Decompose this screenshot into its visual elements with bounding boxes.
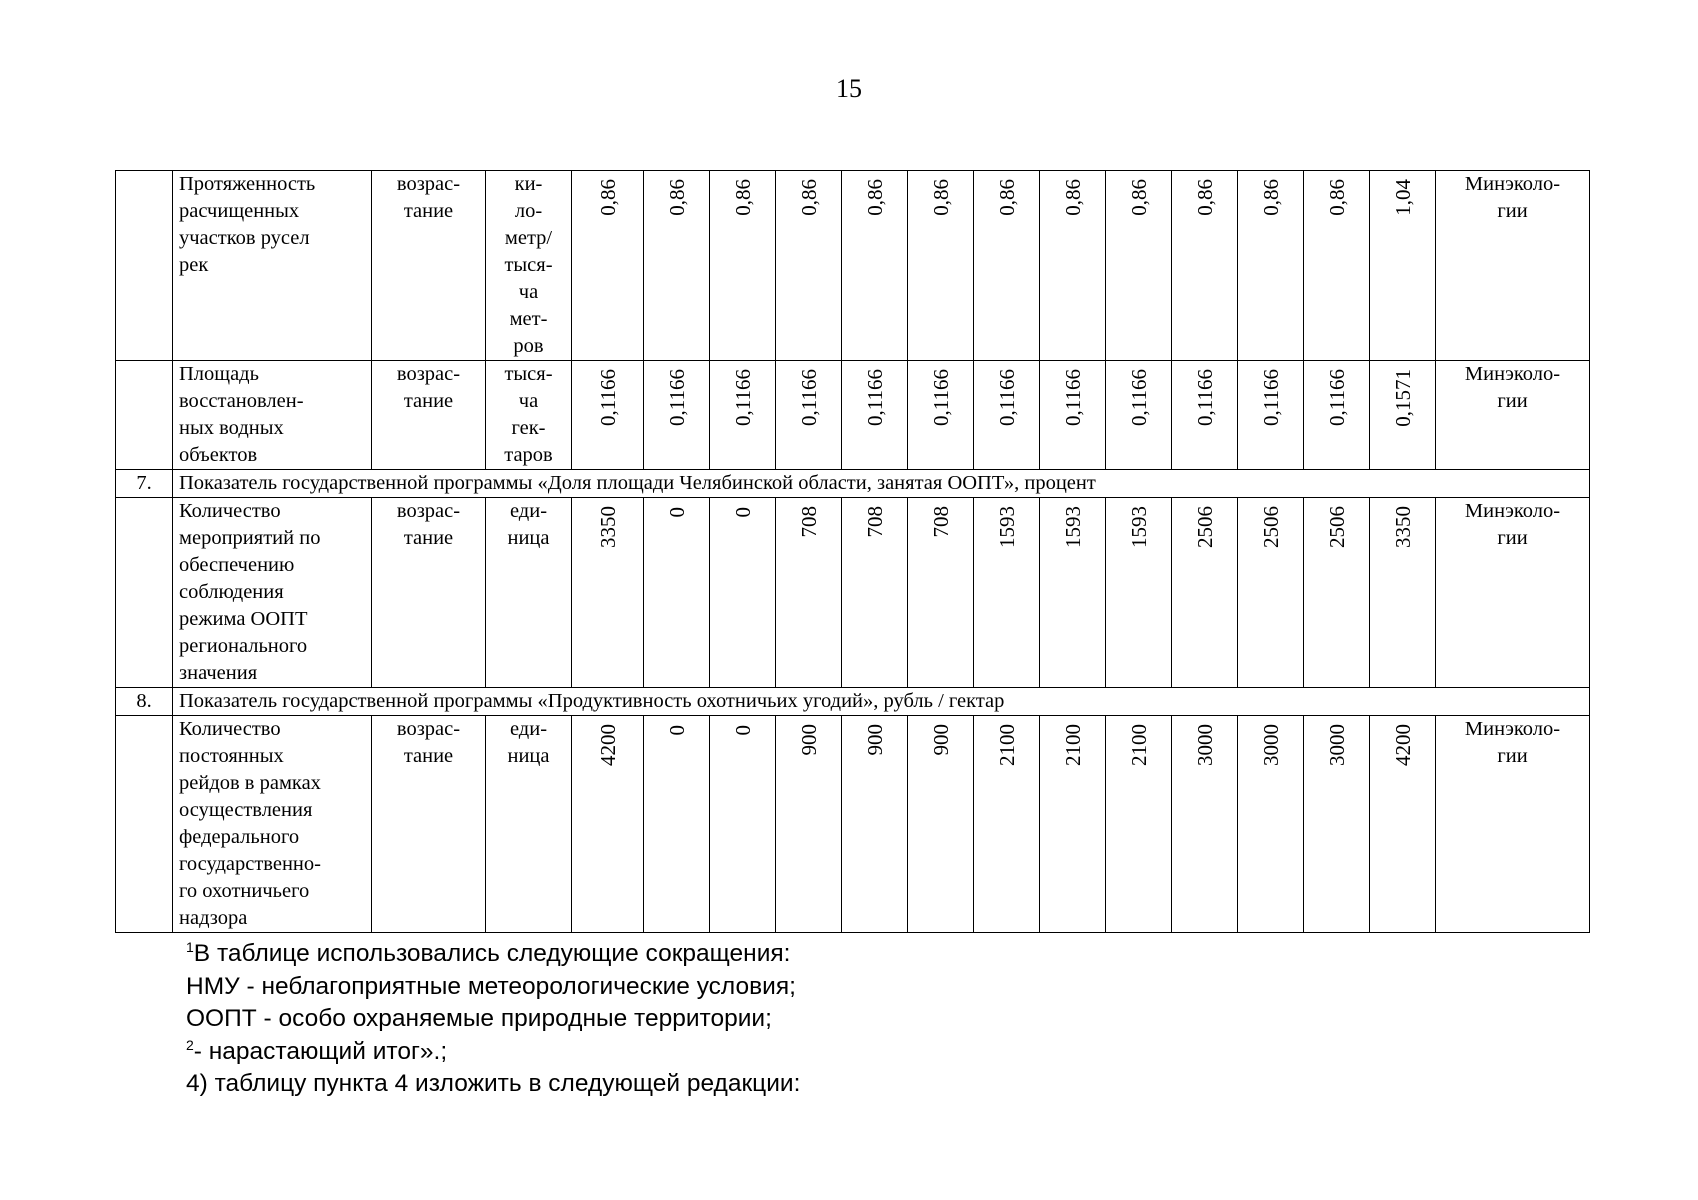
value-text: 900 [862, 724, 887, 756]
trend-direction-line: тание [403, 390, 454, 412]
row-number [116, 361, 173, 470]
value-text: 1593 [994, 506, 1019, 548]
footnotes [186, 938, 800, 1101]
indicator-name-line: федерального [179, 826, 300, 848]
value-text: 708 [862, 506, 887, 538]
value-cell [710, 171, 776, 361]
indicator-name-line: участков русел [179, 227, 310, 249]
indicator-name-line: обеспечению [179, 554, 295, 576]
value-cell [572, 716, 644, 933]
unit-of-measure-line: таров [504, 444, 553, 466]
value-text: 2100 [1060, 724, 1085, 766]
value-text: 0,86 [730, 179, 755, 216]
unit-of-measure-line: ров [513, 335, 544, 357]
abbreviation-oopt: ООПТ - особо охраняемые природные территории; [186, 1005, 772, 1032]
value-text: 708 [928, 506, 953, 538]
section-title: Показатель государственной программы «Продуктивность охотничьих угодий», рубль / гектар [173, 688, 1590, 716]
responsible-agency [1436, 498, 1590, 688]
responsible-agency-line: гии [1497, 527, 1528, 549]
trend-direction-line: возрас- [396, 718, 461, 740]
section-row [116, 688, 1590, 716]
value-cell [710, 716, 776, 933]
value-cell [1172, 171, 1238, 361]
unit-of-measure-line: метр/ [504, 227, 553, 249]
responsible-agency-line: Минэколо- [1464, 718, 1561, 740]
value-cell [974, 361, 1040, 470]
section-row [116, 470, 1590, 498]
indicator-name-line: соблюдения [179, 581, 284, 603]
indicator-name-line: Количество [179, 718, 281, 740]
value-text: 0,1166 [595, 369, 620, 426]
value-cell [776, 171, 842, 361]
trend-direction [372, 361, 486, 470]
value-text: 4200 [595, 724, 620, 766]
value-cell [572, 498, 644, 688]
value-cell [1238, 716, 1304, 933]
indicator-name-line: значения [179, 662, 258, 684]
value-text: 0,1166 [1258, 369, 1283, 426]
value-cell [1040, 361, 1106, 470]
trend-direction-line: тание [403, 745, 454, 767]
footnote-1-marker: 1 [186, 939, 194, 955]
value-cell [710, 361, 776, 470]
value-text: 0,86 [595, 179, 620, 216]
table-body [116, 171, 1590, 933]
footnote-1-text: В таблице использовались следующие сокращения: [193, 940, 791, 967]
responsible-agency [1436, 361, 1590, 470]
value-cell [974, 171, 1040, 361]
value-text: 0,1166 [994, 369, 1019, 426]
value-cell [1106, 171, 1172, 361]
unit-of-measure-line: тыся- [504, 363, 553, 385]
indicators-table [115, 170, 1590, 933]
value-cell [1304, 716, 1370, 933]
indicator-name-line: восстановлен- [179, 390, 304, 412]
unit-of-measure-line: ница [507, 745, 550, 767]
footnote-2-marker: 2 [186, 1036, 194, 1053]
abbreviation-nmu: НМУ - неблагоприятные метеорологические условия; [186, 972, 796, 1000]
value-text: 0 [730, 724, 755, 735]
responsible-agency-line: Минэколо- [1464, 173, 1561, 195]
value-text: 3000 [1258, 724, 1283, 766]
footnote-2-text: - нарастающий итог».; [193, 1037, 448, 1065]
unit-of-measure-line: мет- [509, 308, 548, 330]
value-cell [1106, 716, 1172, 933]
value-text: 0,86 [1258, 179, 1283, 216]
value-cell [908, 716, 974, 933]
value-cell [1172, 716, 1238, 933]
value-cell [1172, 498, 1238, 688]
section-number: 7. [116, 470, 173, 498]
indicator-name-line: государственно- [179, 853, 321, 875]
row-number [116, 171, 173, 361]
indicator-name-line: осуществления [179, 799, 313, 821]
value-text: 2506 [1324, 506, 1349, 548]
responsible-agency-line: гии [1497, 390, 1528, 412]
value-text: 1593 [1060, 506, 1085, 548]
value-cell [776, 498, 842, 688]
table-row [116, 171, 1590, 361]
value-cell [1304, 171, 1370, 361]
value-cell [1370, 716, 1436, 933]
value-text: 2100 [1126, 724, 1151, 766]
table-row [116, 361, 1590, 470]
page-number: 15 [836, 74, 862, 103]
section-number: 8. [116, 688, 173, 716]
unit-of-measure [486, 498, 572, 688]
indicator-name-line: рек [179, 254, 209, 276]
row-number [116, 498, 173, 688]
value-text: 0 [730, 506, 755, 517]
value-text: 2506 [1192, 506, 1217, 548]
responsible-agency-line: гии [1497, 745, 1528, 767]
value-cell [1238, 498, 1304, 688]
value-cell [1040, 171, 1106, 361]
value-cell [1238, 361, 1304, 470]
value-text: 0,86 [1192, 179, 1217, 216]
value-cell [1106, 498, 1172, 688]
indicator-name-line: рейдов в рамках [179, 772, 321, 794]
value-text: 0,86 [1324, 179, 1349, 216]
footnote-2 [186, 1036, 800, 1069]
trend-direction [372, 171, 486, 361]
value-cell [644, 498, 710, 688]
value-text: 1,04 [1390, 179, 1415, 216]
indicator-name [173, 498, 372, 688]
value-cell [1370, 498, 1436, 688]
value-text: 0,1571 [1390, 369, 1415, 427]
value-cell [1370, 171, 1436, 361]
section-title: Показатель государственной программы «Доля площади Челябинской области, занятая ООПТ», процент [173, 470, 1590, 498]
value-cell [1040, 498, 1106, 688]
value-cell [1370, 361, 1436, 470]
value-cell [710, 498, 776, 688]
indicator-name [173, 171, 372, 361]
value-cell [776, 361, 842, 470]
responsible-agency-line: Минэколо- [1464, 363, 1561, 385]
unit-of-measure-line: ница [507, 527, 550, 549]
unit-of-measure-line: ки- [514, 173, 543, 195]
value-cell [842, 498, 908, 688]
responsible-agency-line: Минэколо- [1464, 500, 1561, 522]
value-cell [572, 171, 644, 361]
value-text: 1593 [1126, 506, 1151, 548]
value-cell [842, 361, 908, 470]
responsible-agency [1436, 171, 1590, 361]
trend-direction-line: тание [403, 200, 454, 222]
value-cell [1172, 361, 1238, 470]
unit-of-measure [486, 171, 572, 361]
indicator-name-line: постоянных [179, 745, 284, 767]
value-text: 0,1166 [1060, 369, 1085, 426]
indicator-name-line: мероприятий по [179, 527, 321, 549]
value-text: 0,1166 [664, 369, 689, 426]
value-text: 4200 [1390, 724, 1415, 766]
value-cell [842, 716, 908, 933]
value-text: 0,86 [994, 179, 1019, 216]
value-cell [908, 498, 974, 688]
value-text: 900 [796, 724, 821, 756]
value-cell [1304, 361, 1370, 470]
value-text: 0,1166 [1324, 369, 1349, 426]
unit-of-measure-line: ча [518, 390, 539, 412]
item-4-instruction: 4) таблицу пункта 4 изложить в следующей редакции: [186, 1070, 801, 1097]
indicator-name-line: режима ООПТ [179, 608, 308, 630]
value-cell [644, 171, 710, 361]
indicator-name-line: го охотничьего [179, 880, 310, 902]
value-text: 0,86 [664, 179, 689, 216]
value-text: 0,1166 [1192, 369, 1217, 426]
value-text: 0,1166 [730, 369, 755, 426]
table-row [116, 716, 1590, 933]
indicator-name-line: ных водных [179, 417, 284, 439]
value-text: 2100 [994, 724, 1019, 766]
value-cell [1040, 716, 1106, 933]
responsible-agency [1436, 716, 1590, 933]
value-cell [572, 361, 644, 470]
trend-direction [372, 716, 486, 933]
indicator-name [173, 361, 372, 470]
indicator-name-line: расчищенных [179, 200, 300, 222]
value-text: 3000 [1324, 724, 1349, 766]
value-text: 0,86 [862, 179, 887, 216]
value-text: 900 [928, 724, 953, 756]
value-text: 0 [664, 506, 689, 517]
value-text: 0,1166 [796, 369, 821, 426]
indicator-name-line: Площадь [179, 363, 259, 385]
value-cell [842, 171, 908, 361]
value-cell [974, 498, 1040, 688]
table-row [116, 498, 1590, 688]
trend-direction [372, 498, 486, 688]
trend-direction-line: тание [403, 527, 454, 549]
value-text: 0,86 [1126, 179, 1151, 216]
value-cell [644, 716, 710, 933]
unit-of-measure-line: гек- [511, 417, 546, 439]
value-text: 0,1166 [862, 369, 887, 426]
value-text: 3350 [1390, 506, 1415, 548]
value-text: 3350 [595, 506, 620, 548]
value-text: 0,1166 [928, 369, 953, 426]
value-text: 708 [796, 506, 821, 538]
indicator-name-line: надзора [179, 907, 248, 929]
unit-of-measure-line: ча [518, 281, 539, 303]
trend-direction-line: возрас- [396, 363, 461, 385]
value-text: 2506 [1258, 506, 1283, 548]
value-cell [908, 171, 974, 361]
unit-of-measure-line: еди- [509, 718, 548, 740]
indicator-name-line: Количество [179, 500, 281, 522]
unit-of-measure [486, 361, 572, 470]
value-text: 0,86 [796, 179, 821, 216]
value-cell [776, 716, 842, 933]
value-cell [908, 361, 974, 470]
indicator-name-line: объектов [179, 444, 258, 466]
indicator-name-line: Протяженность [179, 173, 316, 195]
unit-of-measure [486, 716, 572, 933]
value-text: 0 [664, 724, 689, 735]
value-text: 3000 [1192, 724, 1217, 766]
unit-of-measure-line: тыся- [504, 254, 553, 276]
trend-direction-line: возрас- [396, 500, 461, 522]
value-text: 0,1166 [1126, 369, 1151, 426]
trend-direction-line: возрас- [396, 173, 461, 195]
responsible-agency-line: гии [1497, 200, 1528, 222]
value-text: 0,86 [928, 179, 953, 216]
value-cell [1304, 498, 1370, 688]
indicator-name [173, 716, 372, 933]
row-number [116, 716, 173, 933]
unit-of-measure-line: еди- [509, 500, 548, 522]
unit-of-measure-line: ло- [514, 200, 543, 222]
value-cell [1238, 171, 1304, 361]
value-cell [644, 361, 710, 470]
value-text: 0,86 [1060, 179, 1085, 216]
indicator-name-line: регионального [179, 635, 308, 657]
footnote-1 [186, 938, 800, 971]
value-cell [1106, 361, 1172, 470]
value-cell [974, 716, 1040, 933]
